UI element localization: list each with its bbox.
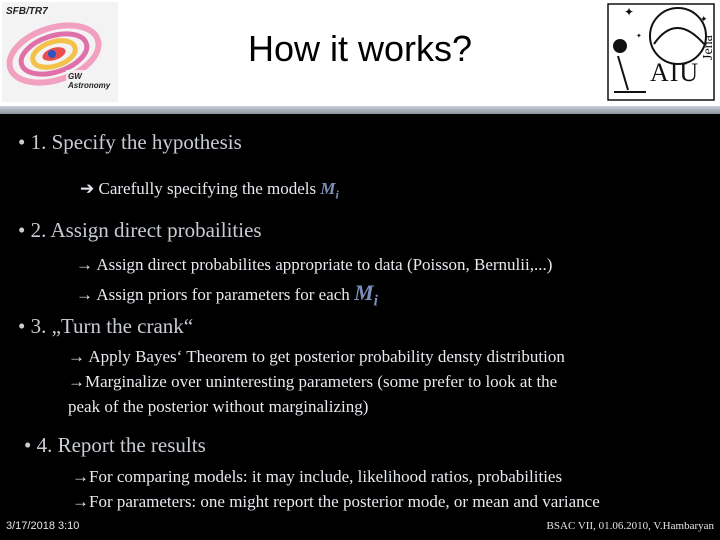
bullet-icon: • [24, 433, 32, 457]
arrow-icon: → [68, 347, 85, 366]
footer-date: 3/17/2018 3:10 [6, 520, 80, 532]
arrow-icon: → [76, 255, 93, 274]
section-3-sub-2 [68, 372, 557, 392]
section-4 [24, 433, 206, 458]
section-3-sub-1-text: Apply Bayes‘ Theorem to get posterior probability densty distribution [88, 347, 565, 366]
section-2-sub-2 [76, 280, 378, 310]
section-1-sub-text: Carefully specifying the models [98, 179, 321, 198]
section-1-sub [80, 179, 339, 202]
aiu-label: AIU [650, 58, 700, 87]
arrow-icon: → [72, 492, 89, 511]
section-2 [18, 218, 262, 243]
section-3-sub-2-text: Marginalize over uninteresting parameters (some prefer to look at the [85, 372, 558, 391]
header-divider [0, 106, 720, 114]
section-3-text: 3. „Turn the crank“ [30, 314, 194, 338]
sfb-label: SFB/TR7 [6, 6, 48, 17]
section-2-text: 2. Assign direct probailities [30, 218, 262, 242]
aiu-logo [606, 2, 718, 102]
model-symbol: $M_i$ [354, 280, 378, 310]
section-4-text: 4. Report the results [36, 433, 206, 457]
page-title: How it works? [247, 28, 473, 69]
gw-astronomy-label: GW Astronomy [68, 72, 111, 90]
section-4-sub-2-text: For parameters: one might report the posterior mode, or mean and variance [89, 492, 600, 511]
section-3 [18, 314, 193, 339]
section-3-sub-1 [68, 347, 565, 367]
arrow-icon: ➔ [80, 179, 95, 198]
arrow-icon: → [72, 467, 89, 486]
section-4-sub-1 [72, 467, 562, 487]
jena-label: Jena [701, 35, 716, 60]
model-symbol: $M_i$ [320, 179, 339, 202]
svg-text:✦: ✦ [700, 14, 708, 24]
section-4-sub-2 [72, 492, 600, 512]
section-3-sub-2-cont: peak of the posterior without marginalizing) [68, 397, 369, 416]
arrow-icon: → [76, 285, 93, 304]
section-1 [18, 130, 242, 155]
bullet-icon: • [18, 218, 26, 242]
slide-header [0, 0, 720, 106]
footer-credit: BSAC VII, 01.06.2010, V.Hambaryan [546, 520, 714, 532]
section-2-sub-1-text: Assign direct probabilites appropriate to data (Poisson, Bernulii,...) [96, 255, 553, 274]
section-1-text: 1. Specify the hypothesis [30, 130, 242, 154]
section-2-sub-1 [76, 255, 552, 275]
bullet-icon: • [18, 314, 26, 338]
bullet-icon: • [18, 130, 26, 154]
svg-text:✦: ✦ [624, 5, 635, 19]
arrow-icon: → [68, 372, 85, 391]
section-2-sub-2-text: Assign priors for parameters for each [96, 285, 355, 304]
section-4-sub-1-text: For comparing models: it may include, likelihood ratios, probabilities [89, 467, 563, 486]
svg-text:✦: ✦ [636, 32, 642, 40]
